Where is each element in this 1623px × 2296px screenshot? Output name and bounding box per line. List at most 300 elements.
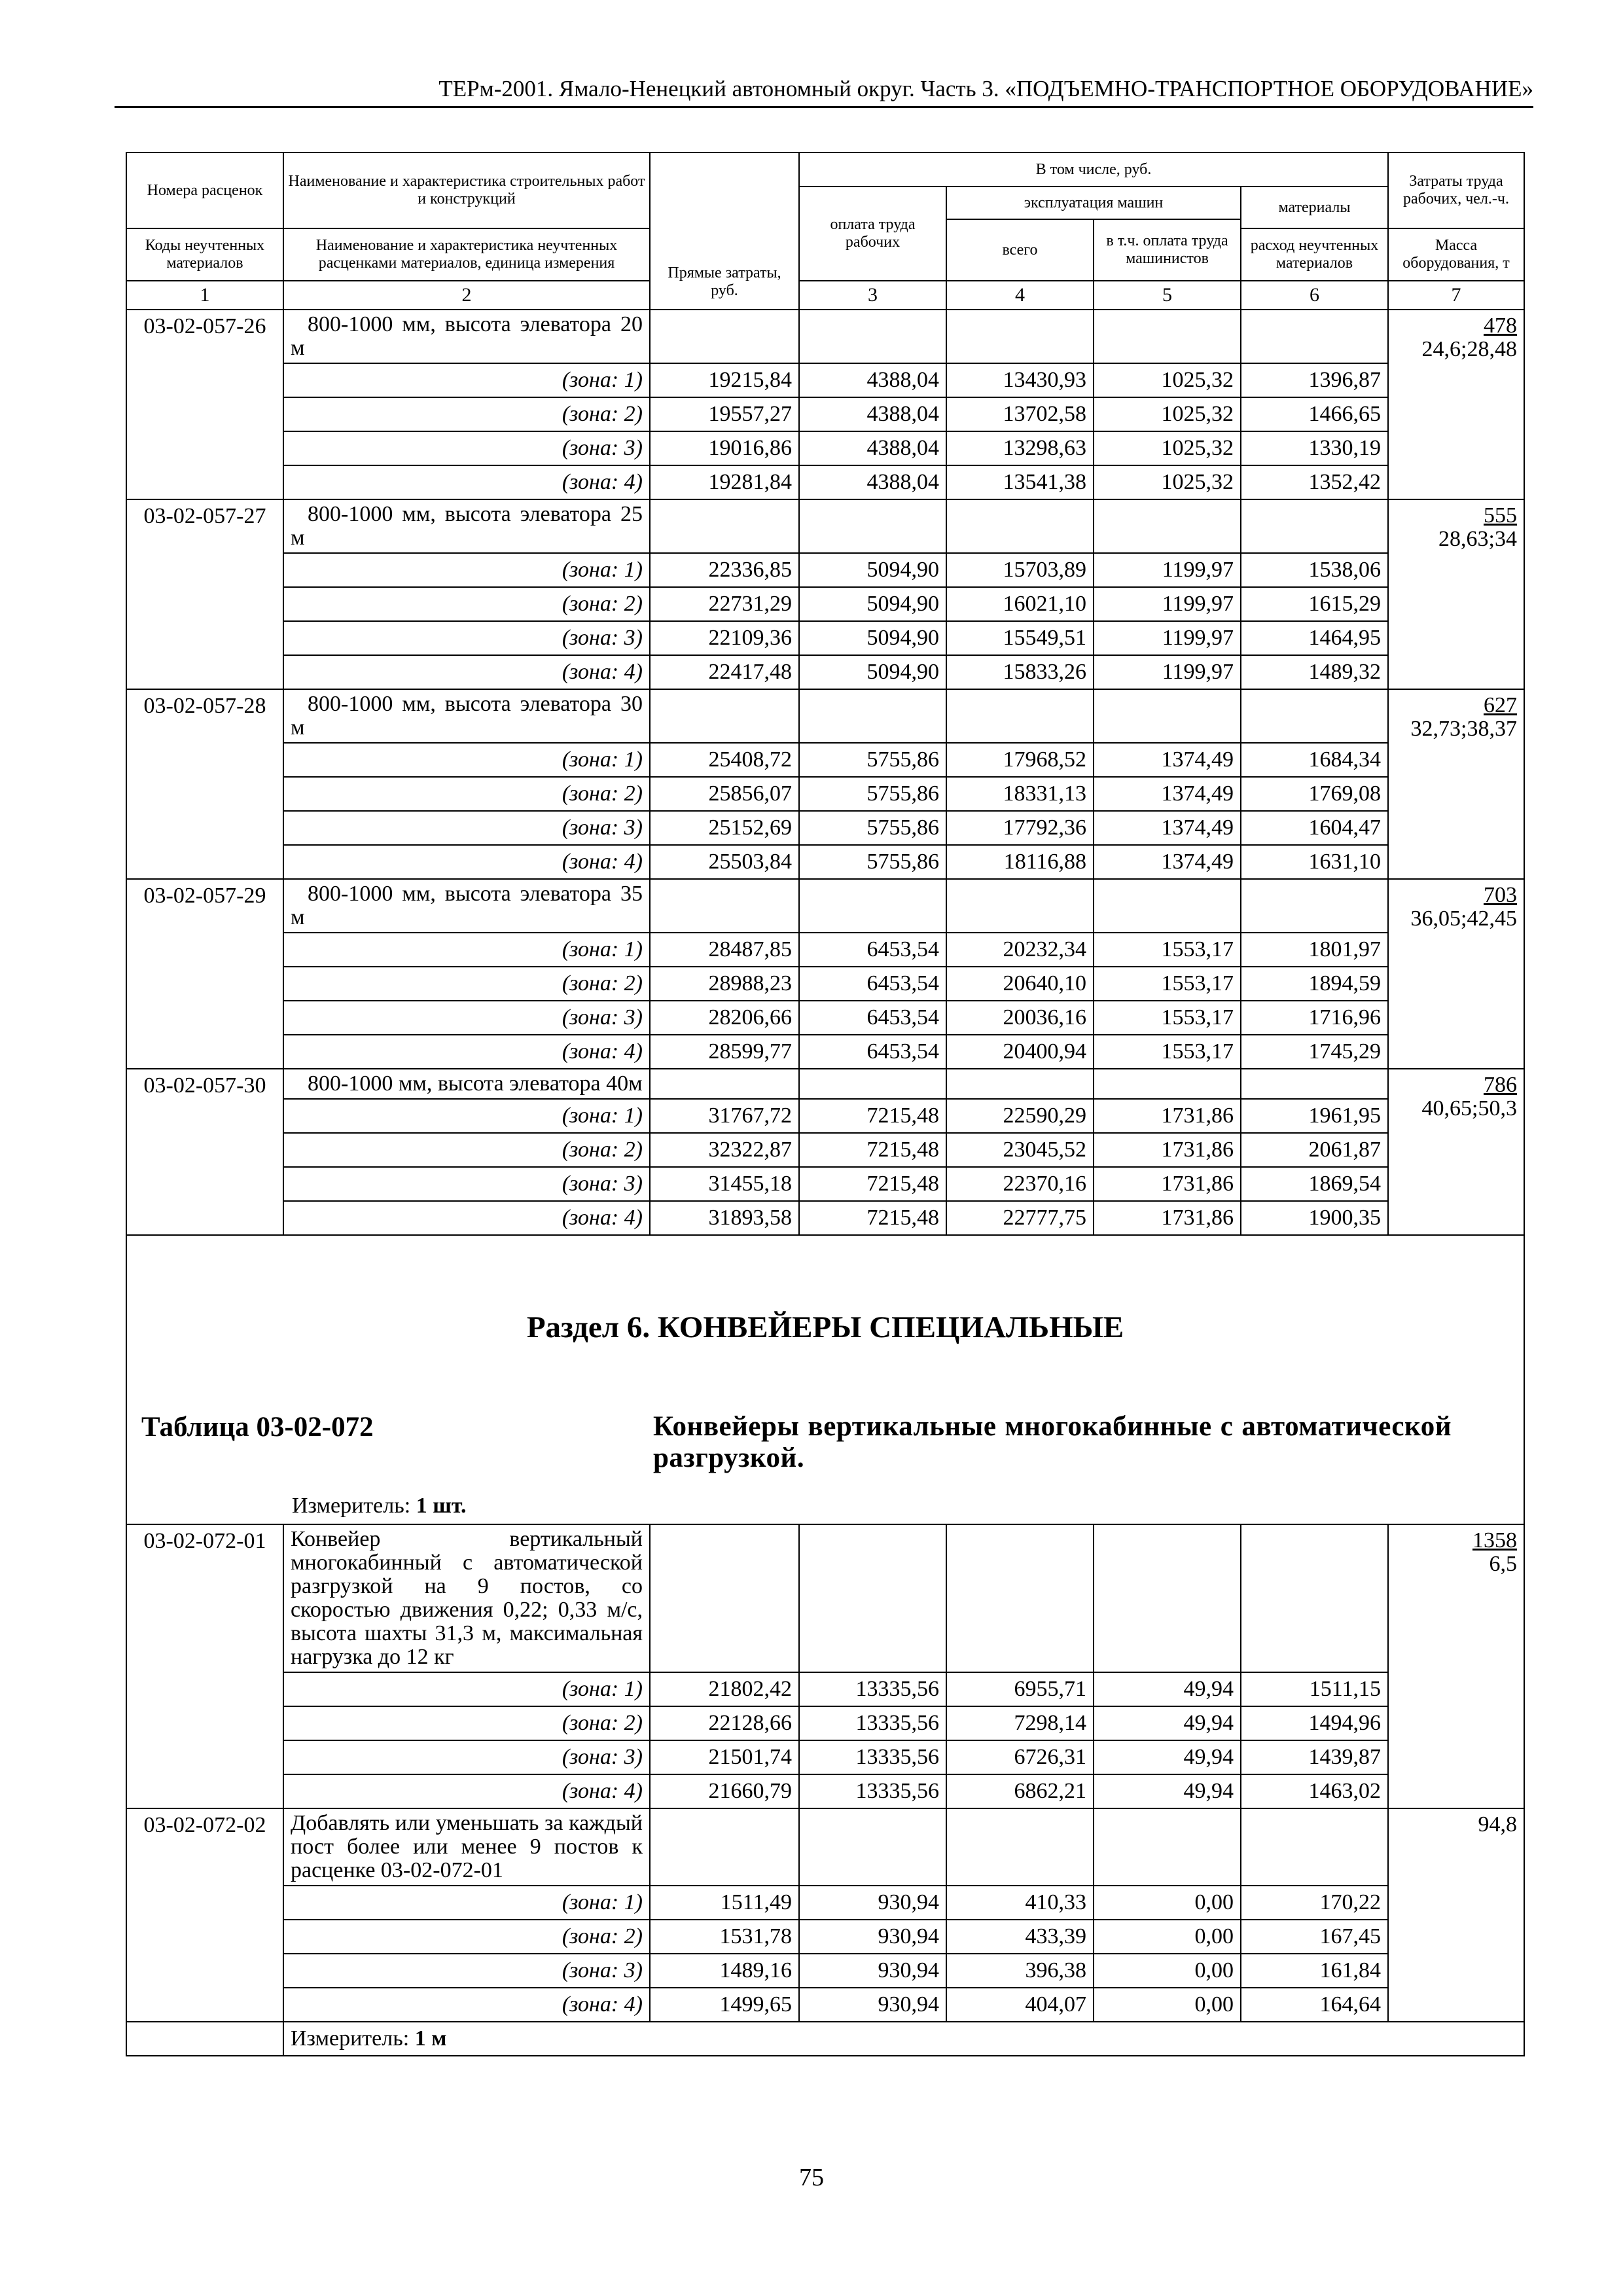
zone-label: (зона: 4) xyxy=(283,1035,650,1069)
cost-value: 17792,36 xyxy=(946,811,1094,845)
cost-value: 22128,66 xyxy=(650,1706,799,1740)
header-machines-total: всего xyxy=(946,219,1094,281)
zone-label: (зона: 3) xyxy=(283,1001,650,1035)
cost-value: 1374,49 xyxy=(1094,777,1241,811)
cost-value: 433,39 xyxy=(946,1920,1094,1954)
header-unaccounted-materials: расход неучтенных материалов xyxy=(1241,228,1388,281)
labor-hours: 555 xyxy=(1484,503,1517,528)
zone-label: (зона: 4) xyxy=(283,1774,650,1808)
labor-hours: 786 xyxy=(1484,1073,1517,1097)
labor-hours: 1358 xyxy=(1472,1528,1517,1552)
cost-value: 13702,58 xyxy=(946,397,1094,431)
cost-value: 1199,97 xyxy=(1094,553,1241,587)
zone-row xyxy=(126,1740,1524,1774)
labor-hours: 478 xyxy=(1484,314,1517,338)
cost-value: 17968,52 xyxy=(946,743,1094,777)
empty-cell xyxy=(946,1069,1094,1099)
table-label: Таблица 03-02-072 xyxy=(141,1412,374,1443)
zone-row xyxy=(126,1988,1524,2022)
cost-value: 13335,56 xyxy=(799,1706,946,1740)
cost-value: 18116,88 xyxy=(946,845,1094,879)
cost-value: 1374,49 xyxy=(1094,845,1241,879)
empty-cell xyxy=(1094,1524,1241,1672)
cost-value: 1769,08 xyxy=(1241,777,1388,811)
zone-row xyxy=(126,655,1524,689)
column-number: 3 xyxy=(799,281,946,310)
zone-row xyxy=(126,397,1524,431)
header-material-names: Наименование и характеристика неучтенных расценками материалов, единица измерения xyxy=(283,228,650,281)
cost-value: 22336,85 xyxy=(650,553,799,587)
column-number: 6 xyxy=(1241,281,1388,310)
cost-value: 1684,34 xyxy=(1241,743,1388,777)
cost-value: 4388,04 xyxy=(799,465,946,499)
section-row xyxy=(126,1235,1524,1524)
cost-value: 25503,84 xyxy=(650,845,799,879)
cost-value: 21660,79 xyxy=(650,1774,799,1808)
zone-label: (зона: 1) xyxy=(283,1886,650,1920)
cost-value: 1553,17 xyxy=(1094,1035,1241,1069)
table-title: Конвейеры вертикальные многокабинные с автоматической разгрузкой. xyxy=(653,1411,1452,1473)
cost-value: 1731,86 xyxy=(1094,1099,1241,1133)
cost-value: 7215,48 xyxy=(799,1201,946,1235)
labor-hours: 94,8 xyxy=(1478,1812,1517,1837)
page-number: 75 xyxy=(799,2164,824,2191)
labor-and-mass xyxy=(1388,310,1524,499)
cost-value: 20036,16 xyxy=(946,1001,1094,1035)
zone-row xyxy=(126,621,1524,655)
header-including: В том числе, руб. xyxy=(799,152,1388,187)
cost-value: 1396,87 xyxy=(1241,363,1388,397)
meter-line xyxy=(292,1490,467,1522)
labor-and-mass xyxy=(1388,1069,1524,1235)
empty-cell xyxy=(946,879,1094,933)
cost-value: 1199,97 xyxy=(1094,587,1241,621)
meter-line xyxy=(283,2022,1524,2056)
cost-value: 1745,29 xyxy=(1241,1035,1388,1069)
empty-cell xyxy=(650,1524,799,1672)
cost-value: 32322,87 xyxy=(650,1133,799,1167)
zone-row xyxy=(126,933,1524,967)
rate-code: 03-02-057-26 xyxy=(126,310,283,499)
zone-row xyxy=(126,1886,1524,1920)
empty-cell xyxy=(1094,1808,1241,1886)
empty-cell xyxy=(1241,499,1388,553)
cost-value: 1731,86 xyxy=(1094,1201,1241,1235)
cost-value: 28487,85 xyxy=(650,933,799,967)
cost-value: 13335,56 xyxy=(799,1774,946,1808)
cost-value: 13335,56 xyxy=(799,1672,946,1706)
labor-and-mass xyxy=(1388,879,1524,1069)
empty-cell xyxy=(799,499,946,553)
zone-label: (зона: 2) xyxy=(283,967,650,1001)
cost-value: 21501,74 xyxy=(650,1740,799,1774)
equipment-mass: 24,6;28,48 xyxy=(1421,337,1517,361)
cost-value: 6453,54 xyxy=(799,1035,946,1069)
cost-value: 1025,32 xyxy=(1094,363,1241,397)
cost-value: 0,00 xyxy=(1094,1886,1241,1920)
labor-and-mass xyxy=(1388,1808,1524,2022)
cost-value: 13335,56 xyxy=(799,1740,946,1774)
cost-value: 49,94 xyxy=(1094,1774,1241,1808)
rate-description: 800-1000 мм, высота элеватора 25 м xyxy=(283,499,650,553)
cost-value: 0,00 xyxy=(1094,1988,1241,2022)
meter-value: 1 м xyxy=(414,2026,447,2051)
column-number: 5 xyxy=(1094,281,1241,310)
rate-code: 03-02-072-02 xyxy=(126,1808,283,2022)
cost-value: 930,94 xyxy=(799,1954,946,1988)
labor-and-mass xyxy=(1388,1524,1524,1808)
empty-cell xyxy=(1094,310,1241,363)
cost-value: 7215,48 xyxy=(799,1133,946,1167)
zone-row xyxy=(126,587,1524,621)
empty-cell xyxy=(1094,689,1241,743)
header-equipment-mass: Масса оборудования, т xyxy=(1388,228,1524,281)
rate-description: 800-1000 мм, высота элеватора 35 м xyxy=(283,879,650,933)
zone-label: (зона: 4) xyxy=(283,465,650,499)
zone-label: (зона: 1) xyxy=(283,1099,650,1133)
cost-value: 1466,65 xyxy=(1241,397,1388,431)
equipment-mass: 28,63;34 xyxy=(1438,527,1517,551)
cost-value: 28988,23 xyxy=(650,967,799,1001)
zone-label: (зона: 1) xyxy=(283,1672,650,1706)
rate-description: 800-1000 мм, высота элеватора 30 м xyxy=(283,689,650,743)
cost-value: 5094,90 xyxy=(799,553,946,587)
meter-row xyxy=(126,2022,1524,2056)
labor-hours: 703 xyxy=(1484,883,1517,907)
rate-code: 03-02-057-29 xyxy=(126,879,283,1069)
equipment-mass: 32,73;38,37 xyxy=(1410,717,1517,741)
cost-value: 31455,18 xyxy=(650,1167,799,1201)
column-number: 1 xyxy=(126,281,283,310)
zone-label: (зона: 2) xyxy=(283,1920,650,1954)
cost-value: 1199,97 xyxy=(1094,621,1241,655)
cost-value: 5755,86 xyxy=(799,743,946,777)
zone-row xyxy=(126,1954,1524,1988)
cost-value: 13430,93 xyxy=(946,363,1094,397)
cost-value: 396,38 xyxy=(946,1954,1094,1988)
cost-value: 1511,49 xyxy=(650,1886,799,1920)
cost-value: 28206,66 xyxy=(650,1001,799,1035)
header-machine-operation: эксплуатация машин xyxy=(946,187,1241,219)
column-number: 4 xyxy=(946,281,1094,310)
empty-cell xyxy=(1241,879,1388,933)
empty-cell xyxy=(1094,499,1241,553)
cost-value: 6453,54 xyxy=(799,933,946,967)
column-number: 2 xyxy=(283,281,650,310)
cost-value: 22777,75 xyxy=(946,1201,1094,1235)
empty-cell xyxy=(799,1808,946,1886)
cost-value: 1439,87 xyxy=(1241,1740,1388,1774)
cost-value: 1801,97 xyxy=(1241,933,1388,967)
column-number: 7 xyxy=(1388,281,1524,310)
cost-value: 930,94 xyxy=(799,1920,946,1954)
empty-cell xyxy=(799,689,946,743)
cost-value: 161,84 xyxy=(1241,1954,1388,1988)
equipment-mass: 40,65;50,3 xyxy=(1421,1096,1517,1121)
empty-cell xyxy=(946,689,1094,743)
zone-row xyxy=(126,1001,1524,1035)
header-direct-costs: Прямые затраты, руб. xyxy=(650,152,799,310)
labor-and-mass xyxy=(1388,499,1524,689)
cost-value: 25408,72 xyxy=(650,743,799,777)
cost-value: 21802,42 xyxy=(650,1672,799,1706)
header-labor-costs: Затраты труда рабочих, чел.-ч. xyxy=(1388,152,1524,228)
zone-row xyxy=(126,811,1524,845)
rate-code: 03-02-057-28 xyxy=(126,689,283,879)
cost-value: 19281,84 xyxy=(650,465,799,499)
cost-value: 1900,35 xyxy=(1241,1201,1388,1235)
zone-row xyxy=(126,1167,1524,1201)
zone-label: (зона: 1) xyxy=(283,743,650,777)
zone-row xyxy=(126,967,1524,1001)
empty-cell xyxy=(650,1808,799,1886)
cost-value: 15549,51 xyxy=(946,621,1094,655)
empty-cell xyxy=(650,310,799,363)
zone-label: (зона: 1) xyxy=(283,363,650,397)
rate-group xyxy=(126,1524,1524,1672)
cost-value: 25152,69 xyxy=(650,811,799,845)
zone-row xyxy=(126,1920,1524,1954)
cost-value: 25856,07 xyxy=(650,777,799,811)
cost-value: 18331,13 xyxy=(946,777,1094,811)
zone-label: (зона: 4) xyxy=(283,845,650,879)
cost-value: 1463,02 xyxy=(1241,1774,1388,1808)
running-header: ТЕРм-2001. Ямало-Ненецкий автономный округ. Часть 3. «ПОДЪЕМНО-ТРАНСПОРТНОЕ ОБОРУДОВАНИЕ» xyxy=(115,73,1533,108)
cost-value: 13541,38 xyxy=(946,465,1094,499)
cost-value: 13298,63 xyxy=(946,431,1094,465)
empty-cell xyxy=(946,499,1094,553)
rate-description: 800-1000 мм, высота элеватора 20 м xyxy=(283,310,650,363)
rate-code: 03-02-057-27 xyxy=(126,499,283,689)
cost-value: 19016,86 xyxy=(650,431,799,465)
empty-cell xyxy=(1241,1808,1388,1886)
empty-cell xyxy=(1241,1524,1388,1672)
empty-cell xyxy=(650,879,799,933)
rate-description: Добавлять или уменьшать за каждый пост более или менее 9 постов к расценке 03-02-072-01 xyxy=(283,1808,650,1886)
zone-row xyxy=(126,1774,1524,1808)
zone-row xyxy=(126,465,1524,499)
zone-label: (зона: 2) xyxy=(283,397,650,431)
cost-value: 0,00 xyxy=(1094,1954,1241,1988)
empty-cell xyxy=(650,1069,799,1099)
cost-value: 5755,86 xyxy=(799,777,946,811)
cost-value: 22109,36 xyxy=(650,621,799,655)
cost-value: 28599,77 xyxy=(650,1035,799,1069)
cost-value: 1631,10 xyxy=(1241,845,1388,879)
rate-group xyxy=(126,879,1524,933)
zone-row xyxy=(126,431,1524,465)
rate-group xyxy=(126,499,1524,553)
cost-value: 7298,14 xyxy=(946,1706,1094,1740)
empty-cell xyxy=(799,1069,946,1099)
empty-cell xyxy=(126,2022,283,2056)
cost-value: 5094,90 xyxy=(799,655,946,689)
cost-value: 410,33 xyxy=(946,1886,1094,1920)
zone-row xyxy=(126,1706,1524,1740)
meter-label: Измеритель: xyxy=(292,1494,411,1518)
rates-table xyxy=(126,152,1525,2056)
cost-value: 19557,27 xyxy=(650,397,799,431)
cost-value: 1374,49 xyxy=(1094,811,1241,845)
cost-value: 167,45 xyxy=(1241,1920,1388,1954)
zone-label: (зона: 2) xyxy=(283,1133,650,1167)
cost-value: 22590,29 xyxy=(946,1099,1094,1133)
labor-and-mass xyxy=(1388,689,1524,879)
cost-value: 49,94 xyxy=(1094,1706,1241,1740)
rate-group xyxy=(126,1808,1524,1886)
cost-value: 1869,54 xyxy=(1241,1167,1388,1201)
zone-label: (зона: 1) xyxy=(283,553,650,587)
cost-value: 22417,48 xyxy=(650,655,799,689)
cost-value: 20400,94 xyxy=(946,1035,1094,1069)
empty-cell xyxy=(799,879,946,933)
zone-label: (зона: 3) xyxy=(283,1954,650,1988)
cost-value: 4388,04 xyxy=(799,363,946,397)
section-block xyxy=(126,1235,1524,1524)
cost-value: 1025,32 xyxy=(1094,397,1241,431)
empty-cell xyxy=(650,689,799,743)
zone-row xyxy=(126,1672,1524,1706)
cost-value: 6453,54 xyxy=(799,1001,946,1035)
header-materials: материалы xyxy=(1241,187,1388,228)
rate-code: 03-02-057-30 xyxy=(126,1069,283,1235)
zone-label: (зона: 3) xyxy=(283,811,650,845)
cost-value: 19215,84 xyxy=(650,363,799,397)
cost-value: 1464,95 xyxy=(1241,621,1388,655)
empty-cell xyxy=(1094,879,1241,933)
rate-group xyxy=(126,1069,1524,1099)
zone-label: (зона: 3) xyxy=(283,621,650,655)
cost-value: 1615,29 xyxy=(1241,587,1388,621)
header-work-name: Наименование и характеристика строительных работ и конструкций xyxy=(283,152,650,228)
cost-value: 7215,48 xyxy=(799,1167,946,1201)
cost-value: 6453,54 xyxy=(799,967,946,1001)
zone-row xyxy=(126,1035,1524,1069)
meter-label: Измеритель: xyxy=(291,2026,410,2051)
empty-cell xyxy=(946,1524,1094,1672)
cost-value: 31893,58 xyxy=(650,1201,799,1235)
cost-value: 1894,59 xyxy=(1241,967,1388,1001)
cost-value: 1604,47 xyxy=(1241,811,1388,845)
cost-value: 5755,86 xyxy=(799,845,946,879)
equipment-mass: 6,5 xyxy=(1489,1552,1517,1576)
empty-cell xyxy=(1094,1069,1241,1099)
zone-label: (зона: 3) xyxy=(283,1740,650,1774)
empty-cell xyxy=(799,310,946,363)
cost-value: 1716,96 xyxy=(1241,1001,1388,1035)
cost-value: 20640,10 xyxy=(946,967,1094,1001)
cost-value: 4388,04 xyxy=(799,397,946,431)
cost-value: 1499,65 xyxy=(650,1988,799,2022)
cost-value: 6955,71 xyxy=(946,1672,1094,1706)
cost-value: 0,00 xyxy=(1094,1920,1241,1954)
cost-value: 15703,89 xyxy=(946,553,1094,587)
rate-description: 800-1000 мм, высота элеватора 40м xyxy=(283,1069,650,1099)
cost-value: 1352,42 xyxy=(1241,465,1388,499)
empty-cell xyxy=(650,499,799,553)
empty-cell xyxy=(946,310,1094,363)
cost-value: 23045,52 xyxy=(946,1133,1094,1167)
zone-row xyxy=(126,1099,1524,1133)
header-operator-wages: в т.ч. оплата труда машинистов xyxy=(1094,219,1241,281)
empty-cell xyxy=(1241,310,1388,363)
cost-value: 1025,32 xyxy=(1094,465,1241,499)
zone-row xyxy=(126,777,1524,811)
cost-value: 22731,29 xyxy=(650,587,799,621)
cost-value: 1025,32 xyxy=(1094,431,1241,465)
cost-value: 1731,86 xyxy=(1094,1167,1241,1201)
rate-description: Конвейер вертикальный многокабинный с автоматической разгрузкой на 9 постов, со скоростью движения 0,22; 0,33 м/с, высота шахты 31,3 м, максимальная нагрузка до 12 кг xyxy=(283,1524,650,1672)
empty-cell xyxy=(1241,689,1388,743)
cost-value: 22370,16 xyxy=(946,1167,1094,1201)
header-material-codes: Коды неучтенных материалов xyxy=(126,228,283,281)
zone-label: (зона: 4) xyxy=(283,1201,650,1235)
labor-hours: 627 xyxy=(1484,693,1517,717)
cost-value: 1330,19 xyxy=(1241,431,1388,465)
cost-value: 1538,06 xyxy=(1241,553,1388,587)
zone-row xyxy=(126,363,1524,397)
rate-group xyxy=(126,310,1524,363)
zone-row xyxy=(126,1133,1524,1167)
cost-value: 164,64 xyxy=(1241,1988,1388,2022)
cost-value: 1511,15 xyxy=(1241,1672,1388,1706)
cost-value: 6726,31 xyxy=(946,1740,1094,1774)
rate-code: 03-02-072-01 xyxy=(126,1524,283,1808)
empty-cell xyxy=(1241,1069,1388,1099)
empty-cell xyxy=(799,1524,946,1672)
cost-value: 1489,16 xyxy=(650,1954,799,1988)
cost-value: 404,07 xyxy=(946,1988,1094,2022)
zone-label: (зона: 2) xyxy=(283,777,650,811)
cost-value: 1553,17 xyxy=(1094,1001,1241,1035)
cost-value: 7215,48 xyxy=(799,1099,946,1133)
cost-value: 15833,26 xyxy=(946,655,1094,689)
cost-value: 49,94 xyxy=(1094,1672,1241,1706)
cost-value: 1553,17 xyxy=(1094,967,1241,1001)
cost-value: 930,94 xyxy=(799,1886,946,1920)
cost-value: 31767,72 xyxy=(650,1099,799,1133)
cost-value: 5094,90 xyxy=(799,621,946,655)
cost-value: 20232,34 xyxy=(946,933,1094,967)
cost-value: 1961,95 xyxy=(1241,1099,1388,1133)
header-rate-numbers: Номера расценок xyxy=(126,152,283,228)
rate-group xyxy=(126,689,1524,743)
cost-value: 1489,32 xyxy=(1241,655,1388,689)
zone-label: (зона: 3) xyxy=(283,431,650,465)
zone-label: (зона: 4) xyxy=(283,655,650,689)
zone-row xyxy=(126,1201,1524,1235)
zone-row xyxy=(126,743,1524,777)
zone-label: (зона: 2) xyxy=(283,587,650,621)
zone-label: (зона: 3) xyxy=(283,1167,650,1201)
cost-value: 49,94 xyxy=(1094,1740,1241,1774)
zone-label: (зона: 2) xyxy=(283,1706,650,1740)
cost-value: 5755,86 xyxy=(799,811,946,845)
zone-row xyxy=(126,845,1524,879)
cost-value: 1553,17 xyxy=(1094,933,1241,967)
meter-value: 1 шт. xyxy=(416,1494,467,1518)
section-title: Раздел 6. КОНВЕЙЕРЫ СПЕЦИАЛЬНЫЕ xyxy=(526,1310,1124,1344)
zone-label: (зона: 1) xyxy=(283,933,650,967)
cost-value: 4388,04 xyxy=(799,431,946,465)
cost-value: 6862,21 xyxy=(946,1774,1094,1808)
cost-value: 930,94 xyxy=(799,1988,946,2022)
header-worker-wages: оплата труда рабочих xyxy=(799,187,946,281)
cost-value: 2061,87 xyxy=(1241,1133,1388,1167)
cost-value: 16021,10 xyxy=(946,587,1094,621)
equipment-mass: 36,05;42,45 xyxy=(1410,906,1517,931)
cost-value: 1374,49 xyxy=(1094,743,1241,777)
